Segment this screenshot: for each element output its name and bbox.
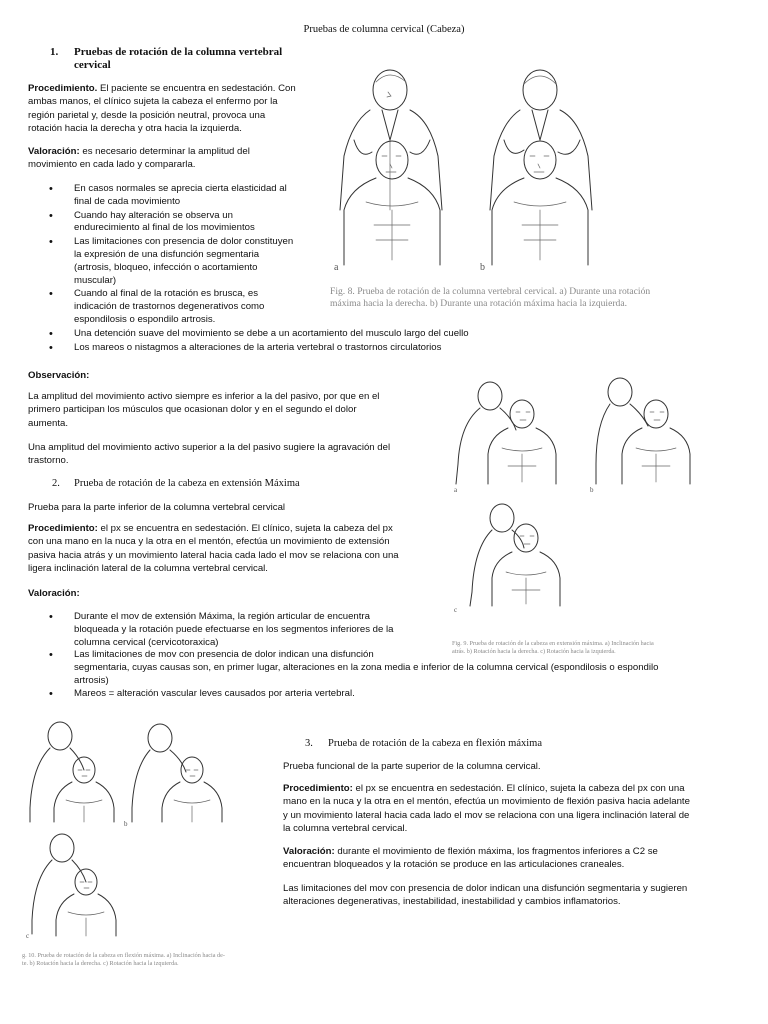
text-line: alteraciones degenerativas, inestabilidad, inestabilidad y cambios inflamatorios. [283, 896, 621, 908]
figure-9-caption [452, 640, 654, 656]
text-line: movimiento en cada lado y compararla. [28, 159, 196, 171]
procedure-label: Procedimiento: [28, 523, 98, 534]
text-line: primero participan los músculos que ocasionan dolor y en el segundo el dolor [28, 404, 357, 416]
procedure-paragraph [28, 522, 448, 576]
figure-8a-clinician-patient [340, 70, 442, 265]
text-line: segmentaria, cuyas causas son, en primer lugar, alteraciones en la zona media e inferior de la columna cervical (espondilosis o espondilo [74, 662, 659, 674]
text-line: la columna vertebral cervical. [283, 823, 408, 835]
figure-8-illustration [330, 60, 750, 270]
text-line: región parietal y, desde la posición neutral, provoca una [28, 109, 266, 121]
figure-10-illustration [22, 718, 282, 948]
text-line: trastorno. [28, 455, 69, 467]
figure-10-caption [22, 952, 225, 968]
section-1-procedure [28, 82, 328, 136]
figure-10b [132, 724, 222, 822]
text-line: la expresión de una disfunción segmentaria [74, 248, 260, 260]
text-line: En casos normales se aprecia cierta elasticidad al [74, 183, 287, 194]
caption-line: g. 10. Prueba de rotación de la cabeza en flexión máxima. a) Inclinación hacia de- [22, 952, 225, 959]
procedure-paragraph [28, 82, 328, 136]
text-line: Las limitaciones de mov con presencia de dolor indican una disfunción [74, 649, 374, 661]
figure-8b-clinician-patient [490, 70, 592, 265]
caption-line: máxima hacia la derecha. b) Durante una rotación máxima hacia la izquierda. [330, 298, 627, 309]
text-line: el px se encuentra en sedestación. El clínico, sujeta la cabeza del px [97, 523, 393, 534]
text-line: rotación hacia la derecha y otra hacia la izquierda. [28, 123, 242, 135]
paragraph [28, 441, 438, 468]
text-line: (artrosis, bloqueo, infección o acortamiento [74, 261, 258, 273]
text-line: Los mareos o nistagmos a alteraciones de la arteria vertebral o trastornos circulatorios [74, 341, 442, 353]
procedure-paragraph [283, 782, 753, 836]
figure-8-caption [330, 286, 650, 310]
section-1-heading-line-2: cervical [74, 59, 111, 71]
text-line: indicación de trastornos degenerativos como [74, 301, 265, 313]
text-line: y un movimiento lateral hacia cada lado el mov se relaciona con una ligera inclinación lateral de [283, 809, 690, 821]
list-item [28, 342, 748, 355]
assessment-label: Valoración: [283, 846, 335, 857]
section-3-intro: Prueba funcional de la parte superior de la columna cervical. [283, 761, 541, 772]
figure-9-label-b: b [590, 486, 594, 494]
text-line: La amplitud del movimiento activo siempre es inferior a la del pasivo, por que en el [28, 391, 380, 402]
section-2-intro: Prueba para la parte inferior de la columna vertebral cervical [28, 502, 286, 513]
paragraph [28, 390, 438, 430]
text-line: columna cervical (cervicotoraxica) [74, 636, 219, 648]
text-line: final de cada movimiento [74, 195, 181, 207]
text-line: endurecimiento al final de los movimientos [74, 222, 255, 234]
list-item [28, 328, 748, 341]
text-line: espondilosis o espondilo artrosis. [74, 313, 216, 325]
procedure-label: Procedimiento: [283, 783, 353, 794]
section-1-heading-line-1: Pruebas de rotación de la columna vertebral [74, 46, 283, 58]
text-line: ambas manos, el clínico sujeta la cabeza el enfermo por la [28, 96, 278, 108]
procedure-label: Procedimiento. [28, 83, 98, 94]
figure-9-illustration [450, 374, 750, 614]
text-line: encuentran bloqueados y la rotación se produce en las articulaciones craneales. [283, 859, 625, 871]
text-line: El paciente se encuentra en sedestación. Con [97, 83, 296, 94]
figure-9-label-c: c [454, 606, 458, 614]
section-3-conclusion [283, 882, 753, 909]
section-1-heading [74, 46, 282, 72]
observation-paragraph-1 [28, 390, 438, 430]
section-2-procedure [28, 522, 448, 576]
text-line: el px se encuentra en sedestación. El clínico, sujeta la cabeza del px con una [352, 783, 685, 794]
assessment-paragraph [28, 145, 328, 172]
caption-line: atrás. b) Rotación hacia la derecha. c) Rotación hacia la izquierda. [452, 648, 616, 655]
text-line: aumenta. [28, 417, 69, 429]
caption-line: Fig. 9. Prueba de rotación de la cabeza en extensión máxima. a) Inclinación hacia [452, 640, 654, 647]
section-1-number: 1. [50, 46, 59, 58]
text-line: Mareos = alteración vascular leves causados por arteria vertebral. [74, 687, 355, 699]
text-line: Una detención suave del movimiento se debe a un acortamiento del musculo largo del cuello [74, 327, 469, 339]
text-line: artrosis) [74, 674, 109, 686]
caption-line: Fig. 8. Prueba de rotación de la columna vertebral cervical. a) Durante una rotación [330, 286, 651, 297]
figure-10c [32, 834, 116, 936]
section-3-heading: Prueba de rotación de la cabeza en flexión máxima [328, 738, 542, 749]
assessment-label: Valoración: [28, 146, 80, 157]
section-3-procedure [283, 782, 753, 836]
text-line: mano en la nuca y la otra en el mentón, efectúa un movimiento de flexión pasiva hacia adelante [283, 796, 690, 808]
section-1-assessment [28, 145, 328, 172]
text-line: muscular) [74, 274, 117, 286]
text-line: pasiva hacia atrás y un movimiento lateral hacia cada lado el mov se relaciona con una [28, 549, 399, 561]
figure-9b [596, 378, 690, 484]
figure-9c [470, 504, 560, 606]
section-2-heading: Prueba de rotación de la cabeza en extensión Máxima [74, 478, 300, 489]
text-line: Durante el mov de extensión Máxima, la región articular de encuentra [74, 611, 370, 622]
text-line: bloqueada y la rotación puede efectuarse en los segmentos inferiores de la [74, 623, 394, 635]
caption-line: te. b) Rotación hacia la derecha. c) Rotación hacia la izquierda. [22, 960, 179, 967]
text-line: Cuando hay alteración se observa un [74, 209, 233, 221]
text-line: Las limitaciones con presencia de dolor constituyen [74, 236, 294, 248]
figure-9-label-a: a [454, 486, 458, 494]
page-title: Pruebas de columna cervical (Cabeza) [303, 24, 465, 35]
figure-10a [30, 722, 114, 822]
text-line: durante el movimiento de flexión máxima, los fragmentos inferiores a C2 se [334, 846, 658, 857]
figure-9a [456, 382, 556, 484]
section-2-number: 2. [52, 478, 60, 489]
figure-8-label-b: b [480, 262, 485, 273]
section-3-number: 3. [305, 738, 313, 749]
text-line: Una amplitud del movimiento activo superior a la del pasivo sugiere la agravación del [28, 442, 391, 453]
assessment-paragraph [283, 845, 753, 872]
text-line: es necesario determinar la amplitud del [79, 146, 250, 157]
text-line: con una mano en la nuca y la otra en el mentón, efectúa un movimiento de extensión [28, 536, 390, 548]
list-item [28, 688, 748, 701]
paragraph [283, 882, 753, 909]
figure-10-label-c: c [26, 932, 30, 940]
section-2-assessment-label: Valoración: [28, 588, 80, 599]
text-line: ligera inclinación lateral de la columna vertebral cervical. [28, 563, 268, 575]
text-line: Las limitaciones del mov con presencia de dolor indican una disfunción segmentaria y sugieren [283, 883, 688, 894]
observation-paragraph-2 [28, 441, 438, 468]
text-line: Cuando al final de la rotación es brusca, es [74, 288, 258, 300]
figure-10-label-b: b [124, 820, 128, 828]
observation-label: Observación: [28, 370, 90, 381]
section-3-assessment [283, 845, 753, 872]
figure-8-label-a: a [334, 262, 339, 273]
